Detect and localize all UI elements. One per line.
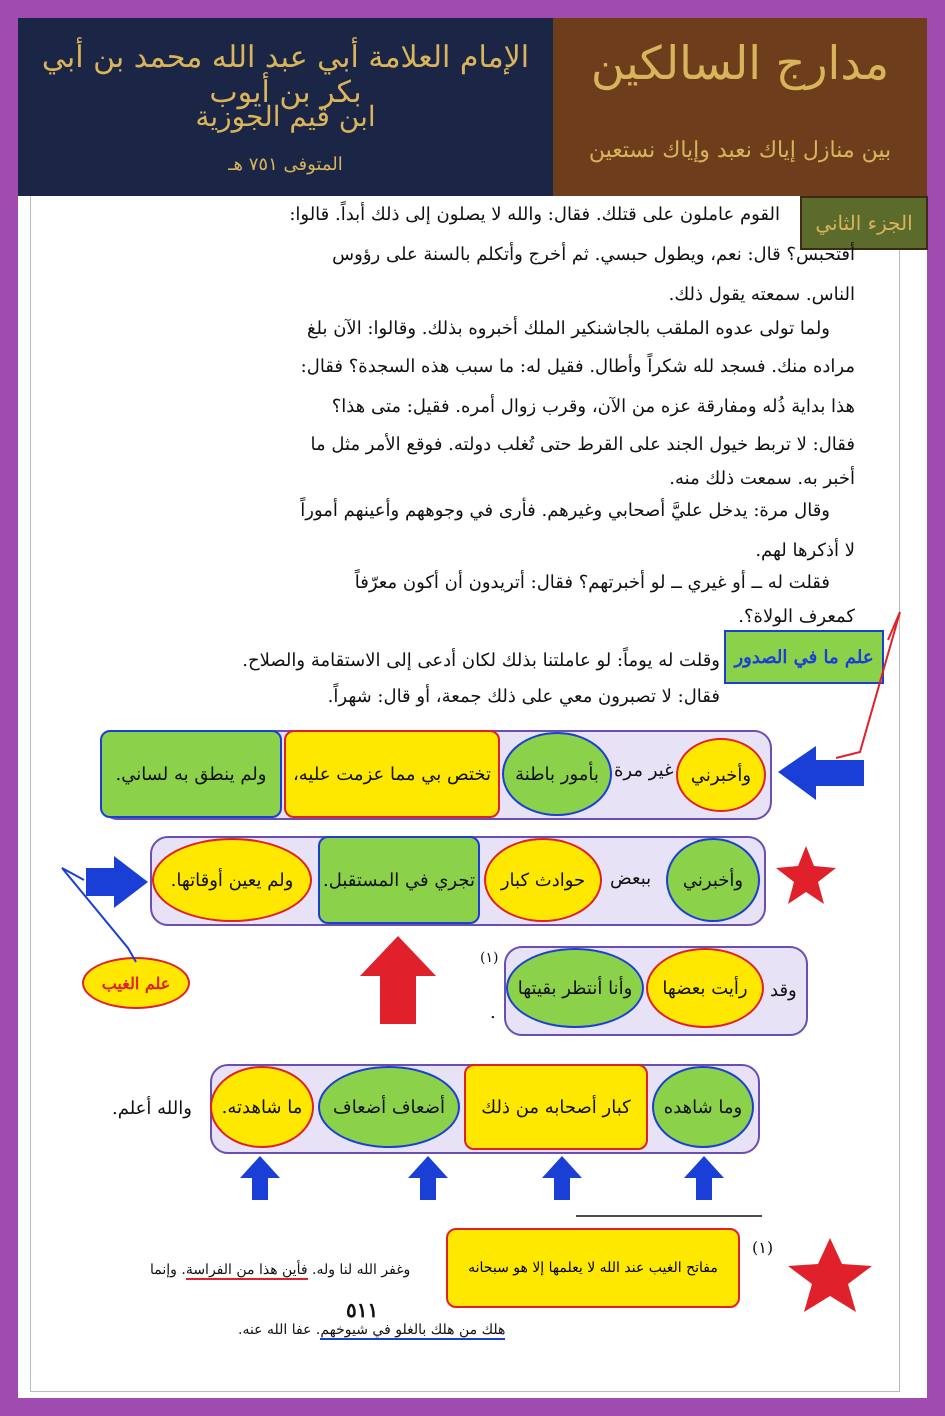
footnote-number: (١)	[752, 1238, 774, 1257]
text-line: فقال: لا تصبرون معي على ذلك جمعة، أو قال: شهراً.	[327, 686, 720, 707]
row4-segment-c: أضعاف أضعاف	[318, 1066, 460, 1148]
footnote-line2-b: . عفا الله عنه.	[238, 1322, 321, 1338]
star-icon	[788, 1238, 872, 1312]
arrow-up-icon	[408, 1156, 448, 1200]
row3-segment-c: وأنا أنتظر بقيتها	[506, 948, 644, 1028]
row2-segment-a: وأخبرني	[666, 838, 760, 922]
text-line: فقال: لا تربط خيول الجند على القرط حتى تُغلب دولته. فوقع الأمر مثل ما	[310, 434, 855, 455]
text-line: وقال مرة: يدخل عليَّ أصحابي وغيرهم. فأرى في وجوههم وأعينهم أموراً	[300, 500, 830, 521]
book-subtitle: بين منازل إياك نعبد وإياك نستعين	[588, 138, 892, 163]
label-knowledge-of-unseen: علم الغيب	[82, 957, 190, 1009]
arrow-right-icon	[86, 856, 148, 908]
text-line: فقلت له ــ أو غيري ــ لو أخبرتهم؟ فقال: أتريدون أن أكون معرّفاً	[354, 572, 830, 593]
row1-segment-a: وأخبرني	[676, 738, 766, 812]
footnote-marker: (١)	[480, 950, 499, 966]
footnote-line1-c: . وإنما	[150, 1262, 186, 1278]
footnote-boxed-text: مفاتح الغيب عند الله لا يعلمها إلا هو سبحانه	[446, 1228, 740, 1308]
text-line: القوم عاملون على قتلك. فقال: والله لا يصلون إلى ذلك أبداً. قالوا:	[289, 204, 780, 225]
text-line: الناس. سمعته يقول ذلك.	[668, 284, 855, 305]
row3-dot: .	[490, 1002, 496, 1023]
author-line: الإمام العلامة أبي عبد الله محمد بن أبي بكر بن أيوب	[41, 40, 530, 110]
row2-segment-d: تجري في المستقبل.	[318, 836, 480, 924]
connector-line-sudur	[836, 612, 900, 758]
row1-segment-c: بأمور باطنة	[502, 732, 612, 816]
text-line: أفتحبس؟ قال: نعم، ويطول حبسي. ثم أخرج وأتكلم بالسنة على رؤوس	[332, 244, 855, 265]
author-name: ابن قيم الجوزية	[195, 100, 376, 133]
arrow-up-icon	[360, 936, 436, 1024]
volume-badge: الجزء الثاني	[800, 196, 928, 250]
row2-segment-e: ولم يعين أوقاتها.	[152, 838, 312, 922]
row4-segment-d: ما شاهدته.	[210, 1066, 314, 1148]
book-title: مدارج السالكين	[590, 36, 890, 90]
row3-segment-a: وقد	[770, 980, 797, 1001]
page-number: ٥١١	[346, 1298, 379, 1322]
row2-segment-c: حوادث كبار	[484, 838, 602, 922]
text-line: أخبر به. سمعت ذلك منه.	[669, 468, 855, 489]
text-line: ولما تولى عدوه الملقب بالجاشنكير الملك أخبروه بذلك. وقالوا: الآن بلغ	[306, 318, 830, 339]
footnote-line1-a: وغفر الله لنا وله.	[312, 1262, 411, 1278]
text-line: مراده منك. فسجد لله شكراً وأطال. فقيل له: ما سبب هذه السجدة؟ فقال:	[300, 356, 855, 377]
text-line: لا أذكرها لهم.	[755, 540, 855, 561]
label-knowledge-of-hearts: علم ما في الصدور	[724, 630, 884, 684]
row4-segment-a: وما شاهده	[652, 1066, 754, 1148]
text-line: كمعرف الولاة؟.	[738, 606, 855, 627]
author-death: المتوفى ٧٥١ هـ	[228, 154, 343, 175]
text-line: وقلت له يوماً: لو عاملتنا بذلك لكان أدعى إلى الاستقامة والصلاح.	[242, 650, 720, 671]
row2-segment-b: ببعض	[610, 868, 652, 889]
footnote-line1-b: فأين هذا من الفراسة	[185, 1262, 308, 1278]
text-line: هذا بداية ذُله ومفارقة عزه من الآن، وقرب زوال أمره. فقيل: متى هذا؟	[331, 396, 855, 417]
footnote-line2-a: هلك من هلك بالغلو في شيوخهم	[320, 1322, 506, 1338]
row1-segment-e: ولم ينطق به لساني.	[100, 730, 282, 818]
row1-segment-b: غير مرة	[614, 760, 674, 781]
arrow-up-icon	[684, 1156, 724, 1200]
row4-segment-e: والله أعلم.	[112, 1098, 192, 1119]
row3-segment-b: رأيت بعضها	[646, 948, 764, 1028]
star-icon	[776, 846, 836, 904]
row4-segment-b: كبار أصحابه من ذلك	[464, 1064, 648, 1150]
arrow-up-icon	[240, 1156, 280, 1200]
row1-segment-d: تختص بي مما عزمت عليه،	[284, 730, 500, 818]
arrow-up-icon	[542, 1156, 582, 1200]
